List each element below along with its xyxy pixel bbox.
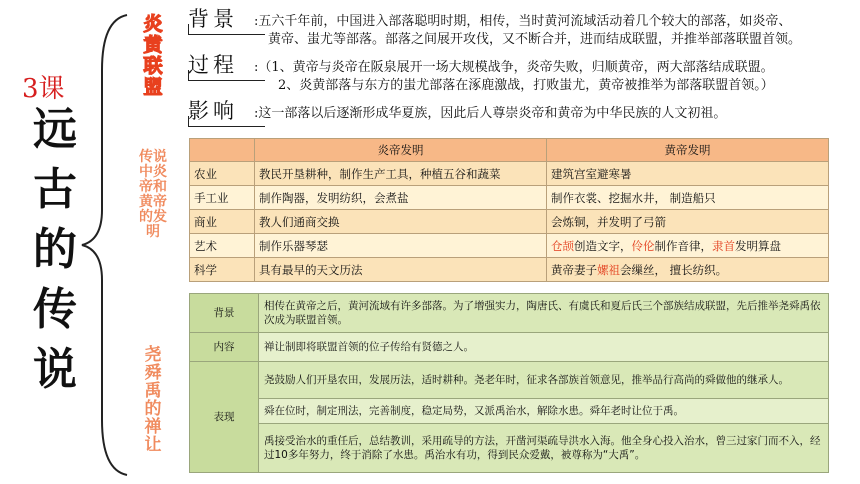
title-char: 古 — [33, 164, 77, 215]
huang-cell: 黄帝妻子嫘祖会缫丝， 擅长纺织。 — [547, 258, 829, 282]
huang-cell: 仓颉创造文字，伶伦制作音律，隶首发明算盘 — [547, 234, 829, 258]
table-header-row — [190, 139, 829, 162]
row-label: 内容 — [190, 333, 259, 362]
yan-cell: 教人们通商交换 — [255, 210, 547, 234]
side-label-abdication: 尧舜禹的禅让 — [144, 345, 162, 455]
title-char: 传 — [33, 284, 77, 335]
performance-text: 禹接受治水的重任后，总结教训，采用疏导的方法，开凿河渠疏导洪水入海。他全身心投入治水，曾三过家门而不入，经过10多年努力，终于消除了水患。禹治水有功，得到民众爱戴，被尊称为“大禹”。 — [259, 424, 829, 473]
section-line: :五六千年前，中国进入部落聪明时期，相传，当时黄河流域活动着几个较大的部落，如炎帝、 — [254, 14, 792, 29]
side-label-inventions: 传说中炎帝和黄帝的发明 — [139, 149, 167, 240]
row-category: 手工业 — [190, 186, 255, 210]
yan-cell: 制作陶器，发明纺织，会煮盐 — [255, 186, 547, 210]
row-category: 艺术 — [190, 234, 255, 258]
huang-cell: 会炼铜，并发明了弓箭 — [547, 210, 829, 234]
huang-cell: 制作衣裳、挖掘水井， 制造船只 — [547, 186, 829, 210]
header-huang: 黄帝发明 — [547, 139, 829, 162]
title-char: 的 — [33, 224, 77, 275]
row-category: 科学 — [190, 258, 255, 282]
table-row — [190, 258, 829, 282]
row-category: 农业 — [190, 162, 255, 186]
yan-cell: 具有最早的天文历法 — [255, 258, 547, 282]
side-label-alliance: 炎黄联盟 — [143, 13, 163, 98]
highlight-name: 仓颉 — [551, 238, 574, 253]
title-char: 远 — [33, 104, 77, 155]
section-line: 黄帝、蚩尤等部落。部落之间展开攻伐，又不断合并，进而结成联盟，并推举部落联盟首领。 — [268, 32, 802, 47]
section-line: 2、炎黄部落与东方的蚩尤部落在涿鹿激战，打败蚩尤，黄帝被推举为部落联盟首领。） — [278, 78, 774, 93]
table-row — [190, 162, 829, 186]
abdication-table — [189, 293, 829, 473]
table-row — [190, 186, 829, 210]
content-text: 禅让制即将联盟首领的位子传给有贤德之人。 — [259, 333, 829, 362]
title-char: 说 — [33, 344, 77, 395]
section-line: :（1、黄帝与炎帝在阪泉展开一场大规模战争，炎帝失败，归顺黄帝，两大部落结成联盟。 — [254, 60, 774, 75]
table-row — [190, 234, 829, 258]
table-row — [190, 294, 829, 333]
row-label: 表现 — [190, 362, 259, 473]
section-background — [188, 7, 802, 47]
section-head: 背景 — [188, 7, 238, 31]
lesson-number: 3课 — [22, 74, 65, 104]
table-row — [190, 333, 829, 362]
section-line: :这一部落以后逐渐形成华夏族，因此后人尊崇炎帝和黄帝为中华民族的人文初祖。 — [254, 106, 727, 121]
inventions-table — [189, 138, 829, 282]
yan-cell: 制作乐器琴瑟 — [255, 234, 547, 258]
yan-cell: 教民开垦耕种，制作生产工具，种植五谷和蔬菜 — [255, 162, 547, 186]
table-row — [190, 399, 829, 424]
highlight-name: 隶首 — [712, 238, 735, 253]
performance-text: 尧鼓励人们开垦农田，发展历法，适时耕种。尧老年时，征求各部族首领意见，推举品行高尚的舜做他的继承人。 — [259, 362, 829, 399]
performance-text: 舜在位时，制定刑法，完善制度，稳定局势，又派禹治水，解除水患。舜年老时让位于禹。 — [259, 399, 829, 424]
highlight-name: 嫘祖 — [597, 262, 620, 277]
section-process — [188, 53, 774, 93]
header-yan: 炎帝发明 — [255, 139, 547, 162]
background-text: 相传在黄帝之后，黄河流域有许多部落。为了增强实力，陶唐氏、有虞氏和夏后氏三个部族结成联盟，先后推举尧舜禹依次成为联盟首领。 — [259, 294, 829, 333]
section-head: 过程 — [188, 53, 238, 77]
highlight-name: 伶伦 — [631, 238, 655, 253]
table-row — [190, 424, 829, 473]
huang-cell: 建筑宫室避寒暑 — [547, 162, 829, 186]
curly-brace — [72, 10, 132, 480]
row-label: 背景 — [190, 294, 259, 333]
table-row — [190, 210, 829, 234]
section-head: 影响 — [188, 99, 238, 123]
table-row — [190, 362, 829, 399]
row-category: 商业 — [190, 210, 255, 234]
section-impact — [188, 99, 727, 124]
